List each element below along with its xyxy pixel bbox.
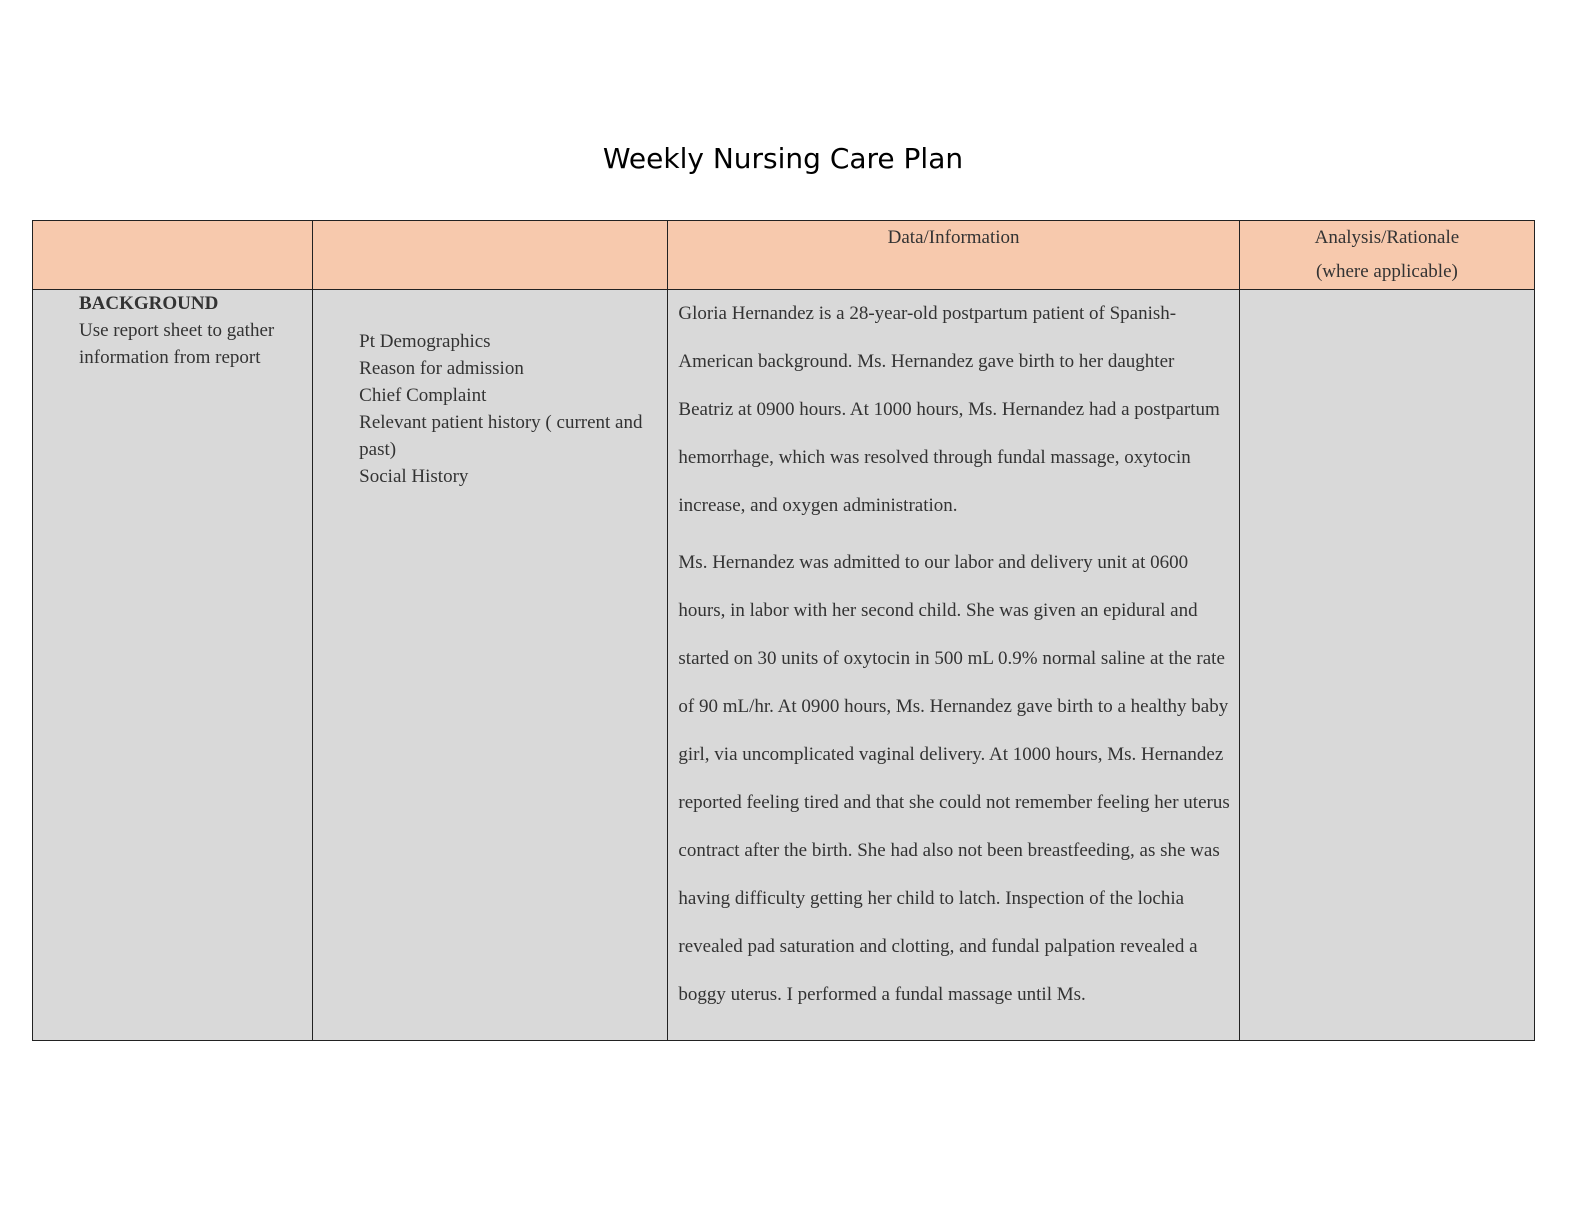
items-cell [313, 290, 668, 1041]
list-item: Reason for admission [359, 358, 524, 379]
data-paragraph: Ms. Hernandez was admitted to our labor and delivery unit at 0600 hours, in labor with her second child. She was given an epidural and started on 30 units of oxytocin in 500 mL 0.9% normal saline at the rate of 90 mL/hr. At 0900 hours, Ms. Hernandez gave birth to a healthy baby girl, via uncomplicated vaginal delivery. At 1000 hours, Ms. Hernandez reported feeling tired and that she could not remember feeling her uterus contract after the birth. She had also not been breastfeeding, as she was having difficulty getting her child to latch. Inspection of the lochia revealed pad saturation and clotting, and fundal palpation revealed a boggy uterus. I performed a fundal massage until Ms. [678, 552, 1230, 1005]
list-item: Pt Demographics [359, 331, 491, 352]
header-row [33, 221, 1535, 290]
list-item: Relevant patient history ( current and past) [359, 412, 643, 460]
header-analysis-label: Analysis/Rationale [1314, 227, 1460, 248]
header-cell-2 [313, 221, 668, 290]
background-instruction: Use report sheet to gather information from report [79, 320, 275, 368]
list-item: Social History [359, 466, 469, 487]
items-list [313, 290, 667, 490]
background-row [33, 290, 1535, 1041]
header-where-applicable: (where applicable) [1315, 261, 1458, 282]
header-data-information: Data/Information [668, 221, 1239, 290]
background-label-cell [33, 290, 313, 1041]
data-information-cell [668, 290, 1239, 1041]
analysis-rationale-cell [1239, 290, 1534, 1041]
background-heading: BACKGROUND [79, 293, 219, 314]
data-paragraph: Gloria Hernandez is a 28-year-old postpartum patient of Spanish-American background. Ms. Hernandez gave birth to her daughter Beatriz at 0900 hours. At 1000 hours, Ms. Hernandez had a postpartum hemorrhage, which was resolved through fundal massage, oxytocin increase, and oxygen administration. [678, 303, 1220, 516]
list-item: Chief Complaint [359, 385, 487, 406]
document-title: Weekly Nursing Care Plan [602, 142, 964, 175]
header-analysis-rationale [1239, 221, 1534, 290]
header-cell-1 [33, 221, 313, 290]
care-plan-table [32, 220, 1535, 1041]
